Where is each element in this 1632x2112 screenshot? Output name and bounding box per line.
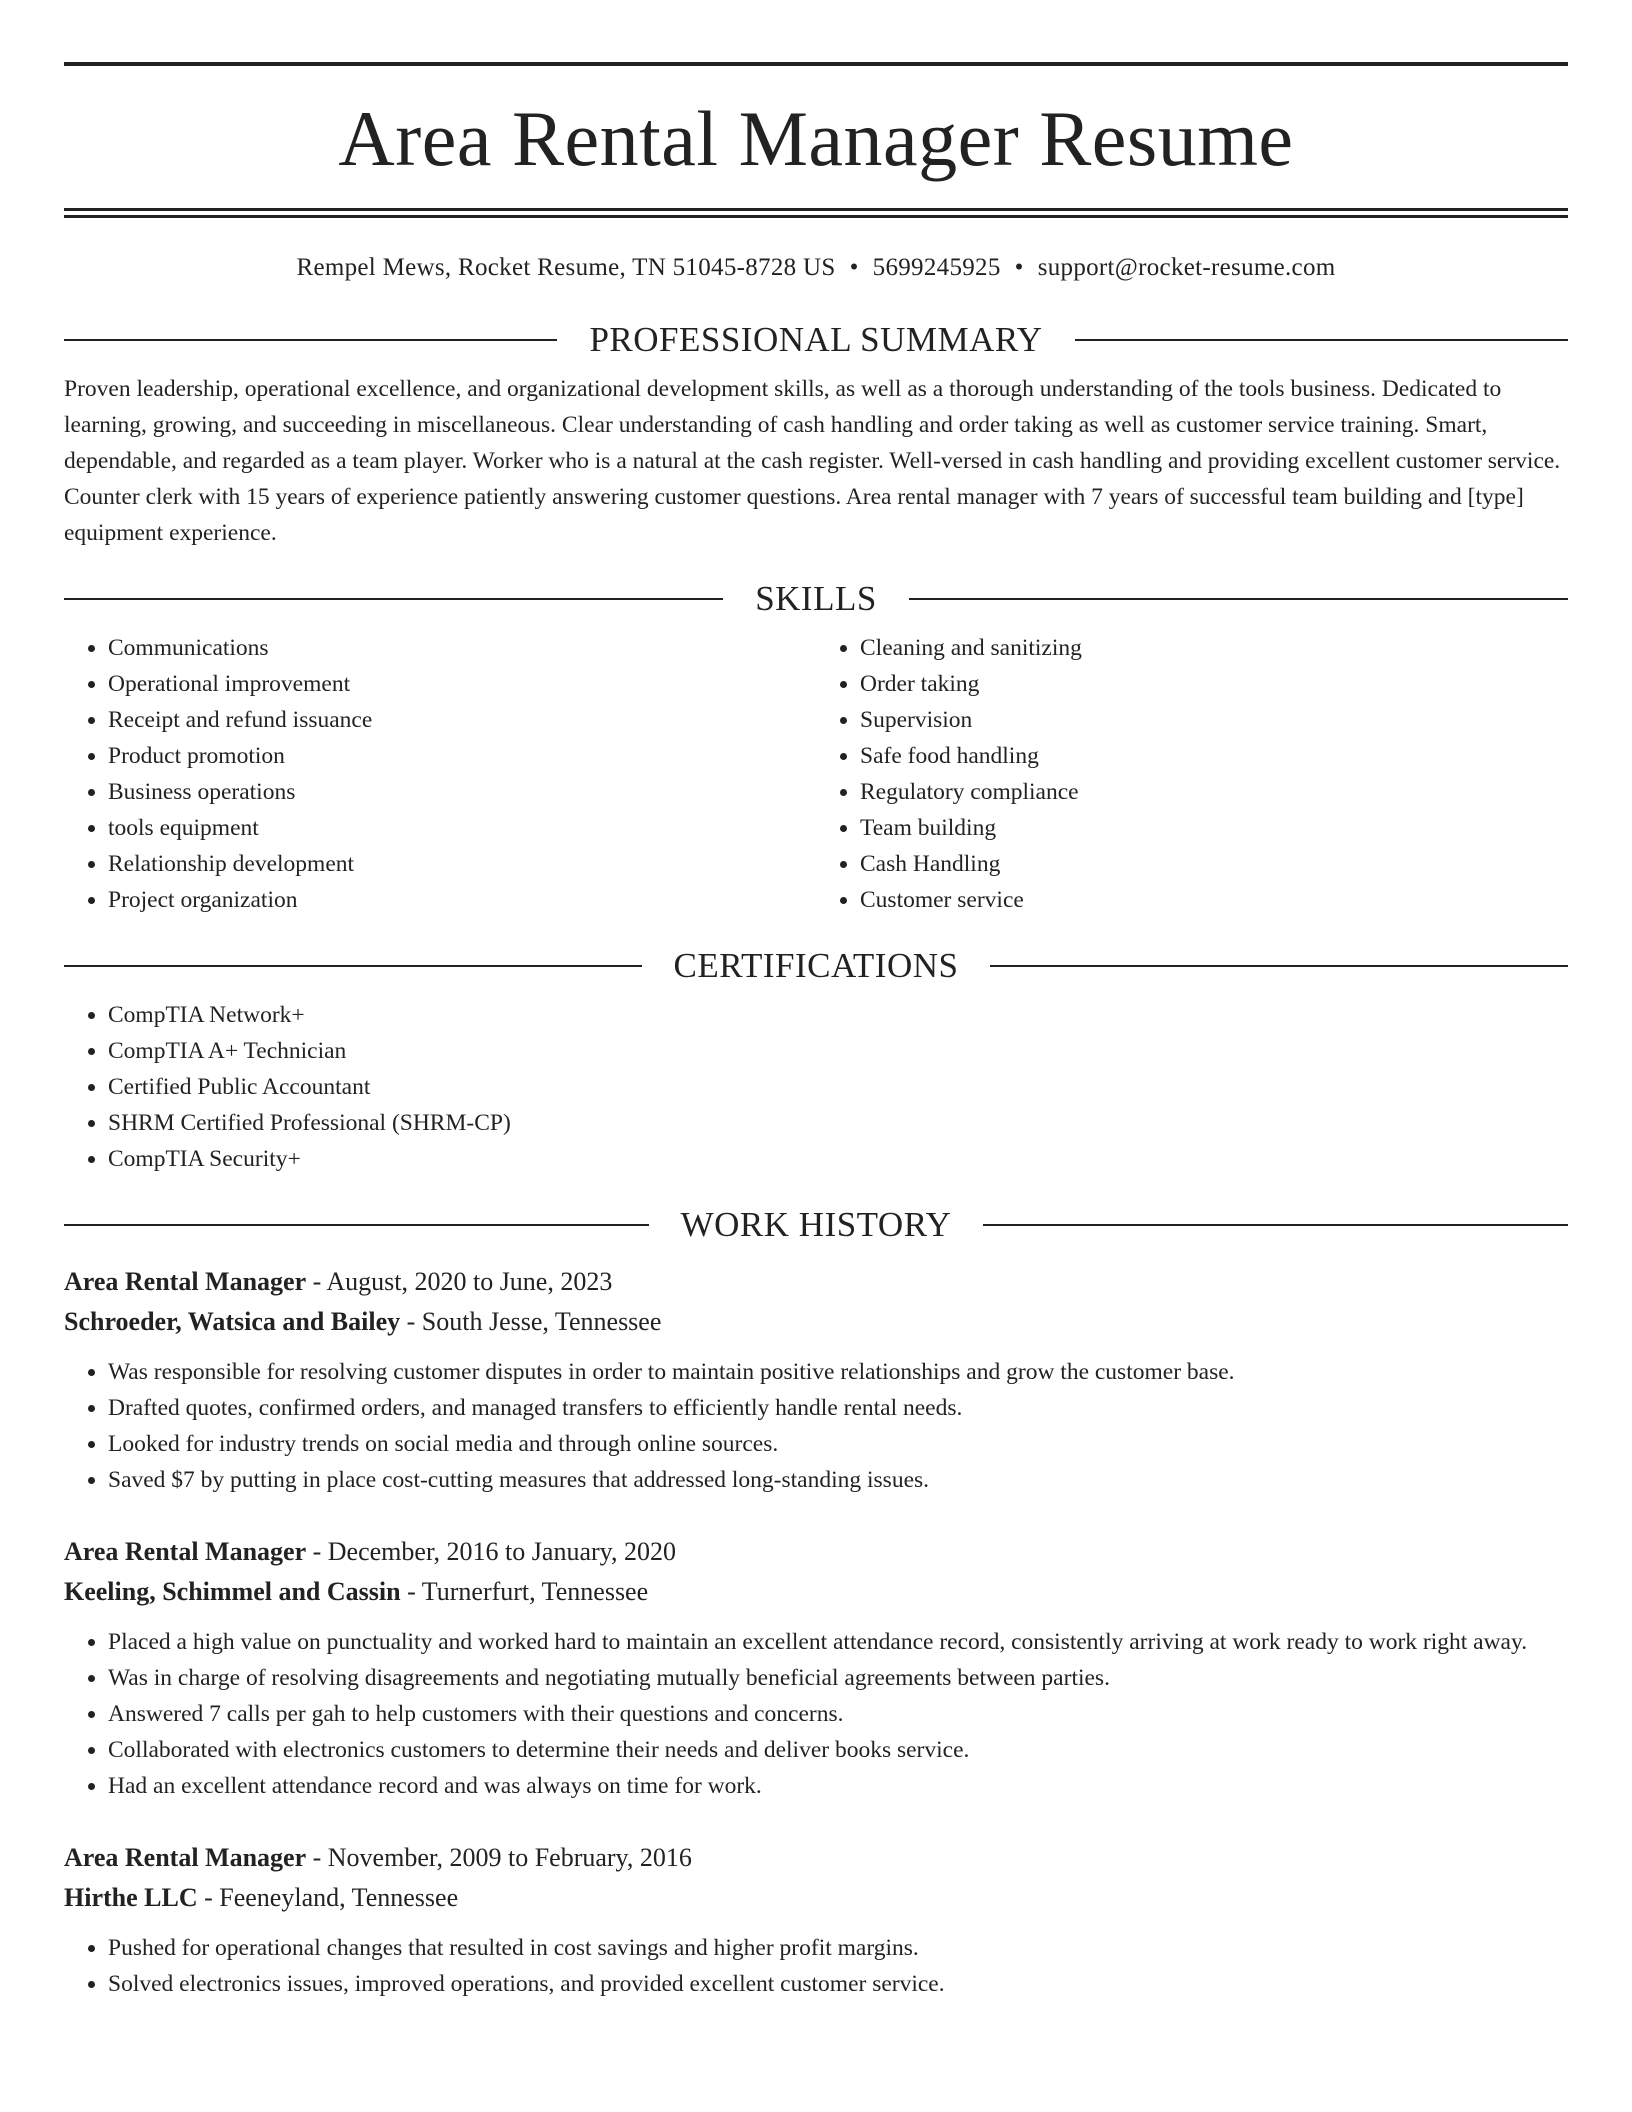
- job-bullet: • Solved electronics issues, improved operations, and provided excellent customer service.: [108, 1966, 1568, 2002]
- section-title: SKILLS: [755, 579, 877, 618]
- heading-rule: [990, 965, 1568, 967]
- skills-list: [64, 630, 1568, 918]
- heading-rule: [64, 1224, 649, 1226]
- job-bullets: [64, 1624, 1568, 1804]
- job-entry: [64, 1532, 1568, 1804]
- resume-title: Area Rental Manager Resume: [338, 95, 1294, 182]
- skill-item: • Team building: [860, 810, 1568, 846]
- contact-separator: •: [1014, 254, 1024, 281]
- skill-item: • Safe food handling: [860, 738, 1568, 774]
- certification-item: • CompTIA Network+: [108, 997, 1568, 1033]
- certification-item: • CompTIA Security+: [108, 1141, 1568, 1177]
- job-entry: [64, 1838, 1568, 2002]
- heading-rule: [983, 1224, 1568, 1226]
- job-bullet: • Placed a high value on punctuality and worked hard to maintain an excellent attendance record, consistently arriving at work ready to work right away.: [108, 1624, 1568, 1660]
- job-bullet: • Answered 7 calls per gah to help customers with their questions and concerns.: [108, 1696, 1568, 1732]
- skill-item: • Regulatory compliance: [860, 774, 1568, 810]
- skill-item: • Communications: [108, 630, 816, 666]
- job-title: Area Rental Manager: [64, 1843, 307, 1872]
- skill-item: • Order taking: [860, 666, 1568, 702]
- section-heading-work-history: [64, 1207, 1568, 1242]
- job-bullets: [64, 1930, 1568, 2002]
- job-bullet: • Collaborated with electronics customers to determine their needs and deliver books service.: [108, 1732, 1568, 1768]
- job-dates: - December, 2016 to January, 2020: [306, 1537, 676, 1566]
- skill-item: • Project organization: [108, 882, 816, 918]
- skill-item: • Product promotion: [108, 738, 816, 774]
- heading-rule: [64, 339, 557, 341]
- section-title: WORK HISTORY: [680, 1205, 952, 1244]
- section-heading-skills: [64, 581, 1568, 616]
- job-bullet: • Was responsible for resolving customer disputes in order to maintain positive relationships and grow the customer base.: [108, 1354, 1568, 1390]
- heading-rule: [1075, 339, 1568, 341]
- job-location: - Feeneyland, Tennessee: [197, 1883, 459, 1912]
- certification-item: • CompTIA A+ Technician: [108, 1033, 1568, 1069]
- heading-rule: [64, 598, 723, 600]
- job-company: Schroeder, Watsica and Bailey: [64, 1307, 401, 1336]
- job-entry: [64, 1262, 1568, 1498]
- job-company: Hirthe LLC: [64, 1883, 198, 1912]
- job-dates: - November, 2009 to February, 2016: [306, 1843, 692, 1872]
- heading-rule: [64, 965, 642, 967]
- job-bullet: • Looked for industry trends on social media and through online sources.: [108, 1426, 1568, 1462]
- contact-phone: 5699245925: [872, 254, 1001, 281]
- section-title: CERTIFICATIONS: [673, 946, 959, 985]
- job-location: - South Jesse, Tennessee: [400, 1307, 662, 1336]
- job-title: Area Rental Manager: [64, 1267, 307, 1296]
- job-title-line: [64, 1262, 1568, 1302]
- skill-item: • Business operations: [108, 774, 816, 810]
- heading-rule: [909, 598, 1568, 600]
- job-company-line: [64, 1878, 1568, 1918]
- section-heading-summary: [64, 322, 1568, 357]
- skill-item: • Customer service: [860, 882, 1568, 918]
- section-heading-certifications: [64, 948, 1568, 983]
- skill-item: • Cleaning and sanitizing: [860, 630, 1568, 666]
- skill-item: • Cash Handling: [860, 846, 1568, 882]
- top-rule: [64, 62, 1568, 66]
- skill-item: • Operational improvement: [108, 666, 816, 702]
- job-location: - Turnerfurt, Tennessee: [400, 1577, 649, 1606]
- contact-address: Rempel Mews, Rocket Resume, TN 51045-8728 US: [296, 254, 836, 281]
- skill-item: • Relationship development: [108, 846, 816, 882]
- job-title-line: [64, 1532, 1568, 1572]
- certifications-list: [64, 997, 1568, 1177]
- job-bullet: • Was in charge of resolving disagreements and negotiating mutually beneficial agreements between parties.: [108, 1660, 1568, 1696]
- title-double-rule: [64, 208, 1568, 218]
- job-bullet: • Pushed for operational changes that resulted in cost savings and higher profit margins.: [108, 1930, 1568, 1966]
- certification-item: • SHRM Certified Professional (SHRM-CP): [108, 1105, 1568, 1141]
- skill-item: • Supervision: [860, 702, 1568, 738]
- summary-text: Proven leadership, operational excellence, and organizational development skills, as well as a thorough understanding of the tools business. Dedicated to learning, growing, and succeeding in miscellaneous. Clear understanding of cash handling and order taking as well as customer service training. Smart, dependable, and regarded as a team player. Worker who is a natural at the cash register. Well-versed in cash handling and providing excellent customer service. Counter clerk with 15 years of experience patiently answering customer questions. Area rental manager with 7 years of successful team building and [type] equipment experience.: [64, 376, 1561, 546]
- job-bullet: • Drafted quotes, confirmed orders, and managed transfers to efficiently handle rental needs.: [108, 1390, 1568, 1426]
- job-bullets: [64, 1354, 1568, 1498]
- skill-item: • Receipt and refund issuance: [108, 702, 816, 738]
- job-bullet: • Saved $7 by putting in place cost-cutting measures that addressed long-standing issues.: [108, 1462, 1568, 1498]
- job-company-line: [64, 1302, 1568, 1342]
- job-title-line: [64, 1838, 1568, 1878]
- skills-column-left: [64, 630, 816, 918]
- job-dates: - August, 2020 to June, 2023: [306, 1267, 613, 1296]
- job-company: Keeling, Schimmel and Cassin: [64, 1577, 401, 1606]
- contact-email: support@rocket-resume.com: [1037, 254, 1336, 281]
- contact-line: [64, 254, 1568, 282]
- skills-column-right: [816, 630, 1568, 918]
- section-title: PROFESSIONAL SUMMARY: [589, 320, 1043, 359]
- contact-separator: •: [849, 254, 859, 281]
- job-bullet: • Had an excellent attendance record and was always on time for work.: [108, 1768, 1568, 1804]
- job-title: Area Rental Manager: [64, 1537, 307, 1566]
- skill-item: • tools equipment: [108, 810, 816, 846]
- certification-item: • Certified Public Accountant: [108, 1069, 1568, 1105]
- job-company-line: [64, 1572, 1568, 1612]
